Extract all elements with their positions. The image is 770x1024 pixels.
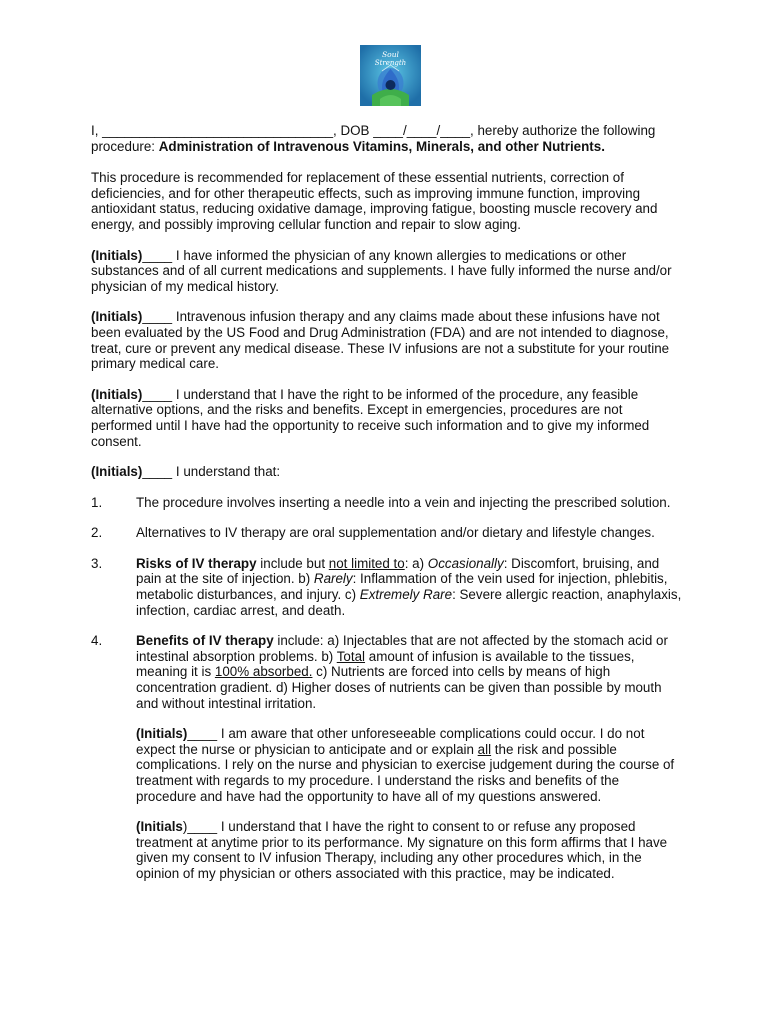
complications-text: the risk and possible complications. I rely on the nurse and physician to exercise judgement during the course of treatment with regards to my procedure. I understand the risks and benefits of the procedure and have had the opportunity to have all of my questions answered. [136,741,675,804]
authorization-statement [91,123,683,154]
list-item-text: Alternatives to IV therapy are oral supplementation and/or dietary and lifestyle changes. [136,525,655,541]
risk-level-rarely: Rarely [313,571,353,587]
svg-text:Strength: Strength [374,59,407,67]
list-item [91,525,683,541]
complications-text: I am aware that other unforeseeable complications could occur. I do not expect the nurse or physician to anticipate and or explain [136,726,645,757]
initials-label: (Initials) [91,247,143,263]
list-item-benefits [91,633,683,711]
initials-blank: ____ [142,386,173,402]
list-number: 1. [91,494,103,510]
initials-blank: )____ [182,819,218,835]
name-dob-line: I, _______________________________, DOB ____/____/____, hereby authorize the following procedure: [91,123,656,154]
list-item-text: The procedure involves inserting a needle into a vein and injecting the prescribed solution. [136,494,671,510]
understanding-list [91,495,683,712]
complications-text-underlined: all [477,741,492,757]
svg-text:Soul: Soul [382,50,399,59]
list-number: 4. [91,633,103,649]
initials-label: (Initials) [91,464,143,480]
risks-text: : Discomfort, bruising, and pain at the site of injection. b) [136,555,660,587]
risks-text: : Severe allergic reaction, anaphylaxis, infection, cardiac arrest, and death. [136,587,682,618]
risks-text: : Inflammation of the vein used for injection, phlebitis, metabolic disturbances, and injury. c) [136,571,668,603]
initials-blank: ____ [142,309,173,325]
initials-label: (Initials [136,819,183,835]
benefits-text: c) Nutrients are forced into cells by means of high concentration gradient. d) Higher doses of nutrients can be given than possible by mouth and without intestinal irritation. [136,664,662,711]
initials-understand [91,464,683,480]
initials-right-to-be-informed [91,387,683,449]
right-to-be-informed-text: I understand that I have the right to be informed of the procedure, any feasible alternative options, and the risks and benefits. Except in emergencies, procedures are not performed until I have had the opportunity to receive such information and to give my informed consent. [91,386,650,449]
risks-text: include but [256,555,329,571]
risks-text: : a) [404,555,428,571]
list-item-risks [91,556,683,618]
initials-label: (Initials) [91,309,143,325]
initials-label: (Initials) [136,726,188,742]
procedure-name: Administration of Intravenous Vitamins, Minerals, and other Nutrients. [158,138,605,154]
initials-label: (Initials) [91,386,143,402]
form-body [91,123,683,897]
initials-allergies [91,248,683,295]
benefits-text-underlined: Total [336,648,366,664]
risks-text-underlined: not limited to [328,555,405,571]
risk-level-extremely-rare: Extremely Rare [359,587,453,603]
benefits-text: amount of infusion is available to the tissues, meaning it is [136,648,635,680]
risks-heading: Risks of IV therapy [136,555,257,571]
benefits-text-underlined: 100% absorbed. [214,664,313,680]
logo-graphic [360,45,421,106]
list-number: 3. [91,555,103,571]
initials-blank: ____ [142,247,173,263]
list-item [91,495,683,511]
procedure-description: This procedure is recommended for replacement of these essential nutrients, correction of deficiencies, and for other therapeutic effects, such as improving immune function, improving antioxidant status, reducing oxidative damage, improving fatigue, boosting muscle recovery and energy, and possibly improving cellular function and repair to slow aging. [91,170,658,232]
benefits-text: include: a) Injectables that are not affected by the stomach acid or intestinal absorption problems. b) [136,633,668,664]
understand-text: I understand that: [175,464,281,480]
consent-text: I understand that I have the right to consent to or refuse any proposed treatment at anytime prior to its performance. My signature on this form affirms that I have given my consent to IV infusion Therapy, including any other procedures which, in the opinion of my physician or others associated with this practice, may be indicated. [136,819,668,881]
soul-strength-logo [360,45,421,106]
initials-blank: ____ [187,726,218,742]
initials-fda [91,309,683,371]
fda-text: Intravenous infusion therapy and any claims made about these infusions have not been evaluated by the US Food and Drug Administration (FDA) and are not intended to diagnose, treat, cure or prevent any medical disease. These IV infusions are not a substitute for your routine primary medical care. [91,309,670,372]
list-number: 2. [91,525,103,541]
risk-level-occasionally: Occasionally [427,555,504,571]
initials-consent-or-refuse [91,819,683,881]
benefits-heading: Benefits of IV therapy [136,633,274,649]
initials-blank: ____ [142,464,173,480]
initials-unforeseeable-complications [91,726,683,804]
allergies-text: I have informed the physician of any known allergies to medications or other substances and of all current medications and supplements. I have fully informed the nurse and/or physician of my medical history. [91,247,672,294]
